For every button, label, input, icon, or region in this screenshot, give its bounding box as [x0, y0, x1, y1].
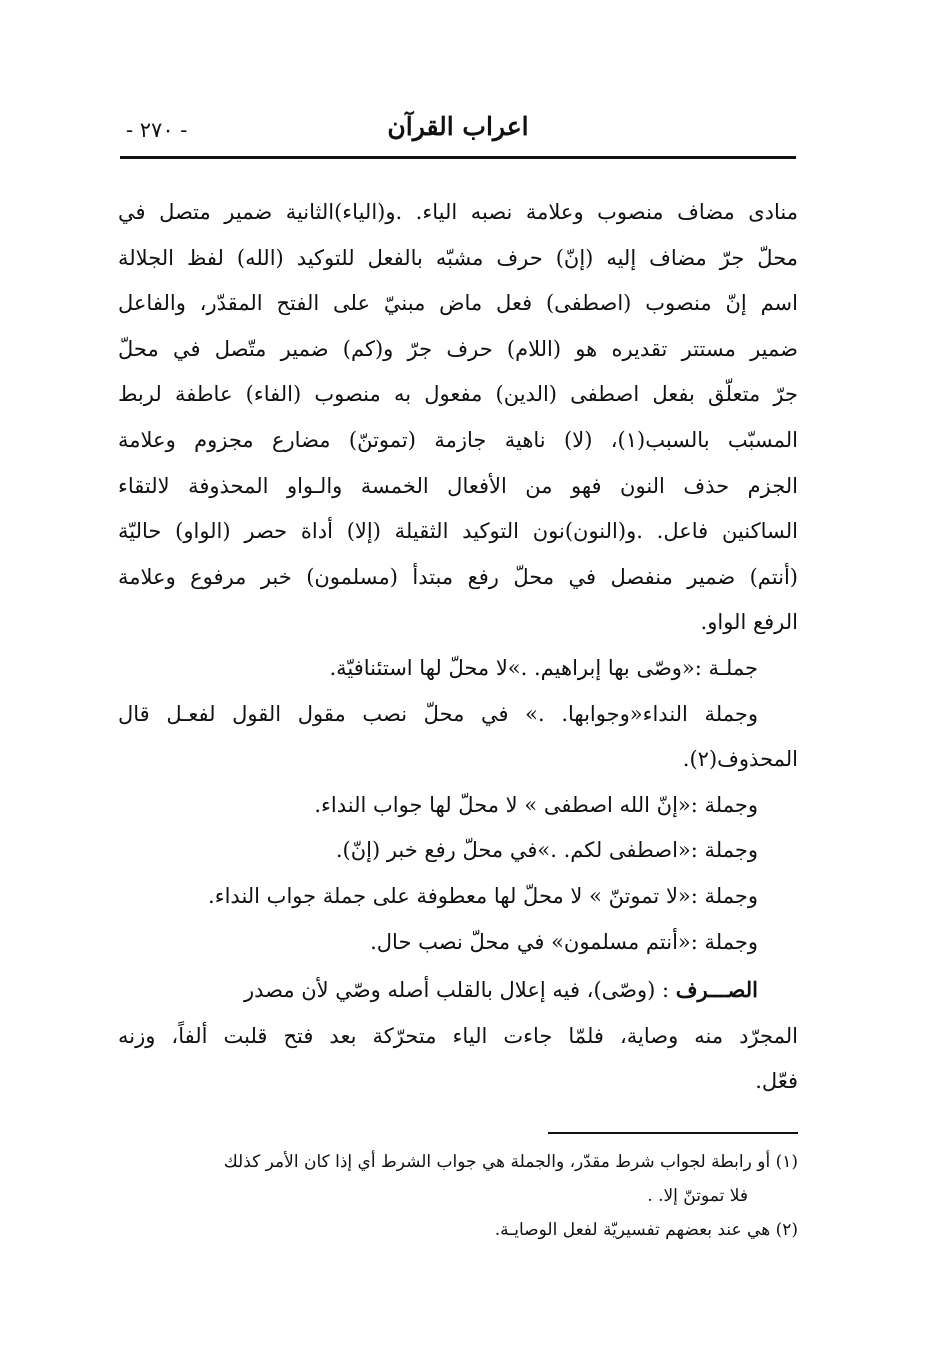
sentence-analysis: [118, 646, 798, 965]
footnote-rule: [548, 1132, 798, 1134]
text-line: محلّ جرّ مضاف إليه (إنّ) حرف مشبّه بالفعل للتوكيد (الله) لفظ الجلالة: [118, 245, 798, 270]
morphology-section: [118, 967, 798, 1105]
page-title: اعراب القرآن: [387, 112, 529, 141]
morphology-line: فعّل.: [755, 1069, 798, 1094]
main-paragraph: [118, 190, 798, 646]
morphology-line: المجرّد منه وصاية، فلمّا جاءت الياء متحرّكة بعد فتح قلبت ألفاً، وزنه: [118, 1023, 798, 1048]
text-line: ضمير مستتر تقديره هو (اللام) حرف جرّ و(كم) ضمير متّصل في محلّ: [118, 336, 798, 361]
footnote-2: (٢) هي عند بعضهم تفسيريّة لفعل الوصايـة.: [494, 1220, 798, 1240]
sentence-line: وجملة :«اصطفى لكم. .»في محلّ رفع خبر (إنّ).: [335, 838, 758, 863]
page-body: [118, 190, 798, 1105]
footnote-1-continued: فلا تموتنّ إلا. .: [647, 1186, 748, 1206]
sentence-line: وجملة :«لا تموتنّ » لا محلّ لها معطوفة على جملة جواب النداء.: [208, 883, 758, 908]
page-number: - ٢٧٠ -: [126, 118, 188, 142]
text-line: اسم إنّ منصوب (اصطفى) فعل ماض مبنيّ على الفتح المقدّر، والفاعل: [118, 291, 798, 316]
morphology-label: الصـــرف: [675, 977, 758, 1003]
sentence-line: المحذوف(٢).: [682, 747, 798, 772]
footnote-1: (١) أو رابطة لجواب شرط مقدّر، والجملة هي جواب الشرط أي إذا كان الأمر كذلك: [223, 1152, 798, 1172]
text-line: الرفع الواو.: [700, 610, 798, 635]
text-line: الساكنين فاعل. .و(النون)نون التوكيد الثقيلة (إلا) أداة حصر (الواو) حاليّة: [118, 519, 798, 544]
sentence-line: وجملة :«أنتم مسلمون» في محلّ نصب حال.: [370, 929, 758, 954]
sentence-line: وجملة النداء«وجوابها. .» في محلّ نصب مقول القول لفعـل قال: [118, 701, 758, 726]
text-line: الجزم حذف النون فهو من الأفعال الخمسة والـواو المحذوفة لالتقاء: [118, 473, 798, 498]
page-header: [120, 112, 796, 152]
text-line: المسبّب بالسبب(١)، (لا) ناهية جازمة (تموتنّ) مضارع مجزوم وعلامة: [118, 427, 798, 452]
morphology-line: [118, 967, 798, 1014]
text-line: (أنتم) ضمير منفصل في محلّ رفع مبتدأ (مسلمون) خبر مرفوع وعلامة: [118, 564, 798, 589]
footnotes: [118, 1145, 798, 1247]
morphology-text: : (وصّى)، فيه إعلال بالقلب أصله وصّي لأن مصدر: [243, 978, 676, 1003]
header-rule: [120, 156, 796, 159]
text-line: منادى مضاف منصوب وعلامة نصبه الياء. .و(الياء)الثانية ضمير متصل في: [118, 200, 798, 224]
text-line: جرّ متعلّق بفعل اصطفى (الدين) مفعول به منصوب (الفاء) عاطفة لربط: [118, 382, 798, 407]
sentence-line: جملـة :«وصّى بها إبراهيم. .»لا محلّ لها استئنافيّة.: [329, 655, 758, 680]
sentence-line: وجملة :«إنّ الله اصطفى » لا محلّ لها جواب النداء.: [314, 792, 758, 817]
